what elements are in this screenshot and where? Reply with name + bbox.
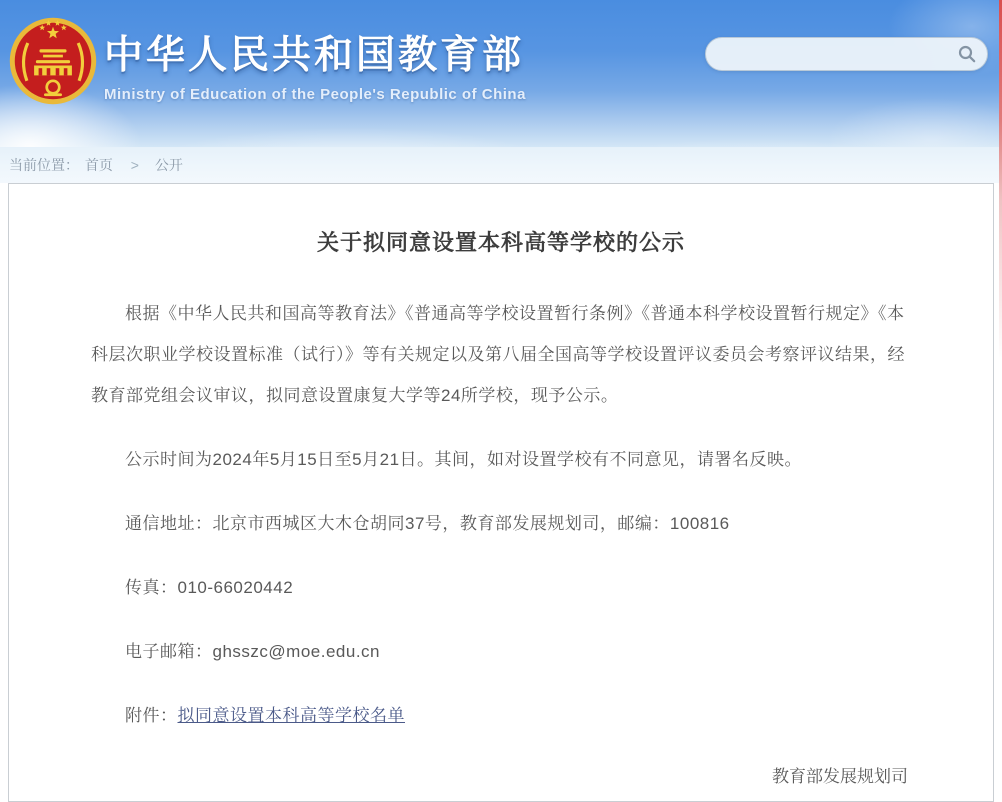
site-subtitle: Ministry of Education of the People's Republic of China xyxy=(104,86,526,103)
article-paragraph-address: 通信地址：北京市西城区大木仓胡同37号，教育部发展规划司，邮编：100816 xyxy=(125,514,730,533)
article-signature: 教育部发展规划司 xyxy=(772,767,908,786)
article-paragraph-fax: 传真：010-66020442 xyxy=(125,578,294,597)
search-box[interactable] xyxy=(705,37,988,71)
breadcrumb xyxy=(0,147,1002,183)
attachment-label: 附件： xyxy=(125,706,178,725)
article-paragraph-period: 公示时间为2024年5月15日至5月21日。其间，如对设置学校有不同意见，请署名反映。 xyxy=(125,450,803,469)
national-emblem-icon xyxy=(8,14,98,108)
search-input[interactable] xyxy=(722,38,957,70)
national-emblem-logo[interactable] xyxy=(8,14,98,108)
breadcrumb-item-open[interactable]: 公开 xyxy=(154,157,183,173)
article-paragraph-basis: 根据《中华人民共和国高等教育法》《普通高等学校设置暂行条例》《普通本科学校设置暂行规定》《本科层次职业学校设置标准（试行）》等有关规定以及第八届全国高等学校设置评议委员会考察评议结果，经教育部党组会议审议，拟同意设置康复大学等24所学校，现予公示。 xyxy=(91,304,905,405)
article-paragraph-attachment xyxy=(91,695,911,736)
article-title: 关于拟同意设置本科高等学校的公示 xyxy=(316,230,685,255)
article-paragraph-email: 电子邮箱：ghsszc@moe.edu.cn xyxy=(125,642,381,661)
site-title-block[interactable] xyxy=(104,24,526,103)
breadcrumb-separator-icon: > xyxy=(130,157,139,173)
site-title: 中华人民共和国教育部 xyxy=(104,34,525,77)
site-header xyxy=(0,0,1002,147)
article-card xyxy=(8,183,994,802)
attachment-link[interactable]: 拟同意设置本科高等学校名单 xyxy=(177,706,405,725)
breadcrumb-location-label: 当前位置： xyxy=(9,157,79,173)
search-icon[interactable] xyxy=(957,44,977,64)
breadcrumb-item-home[interactable]: 首页 xyxy=(84,157,113,173)
